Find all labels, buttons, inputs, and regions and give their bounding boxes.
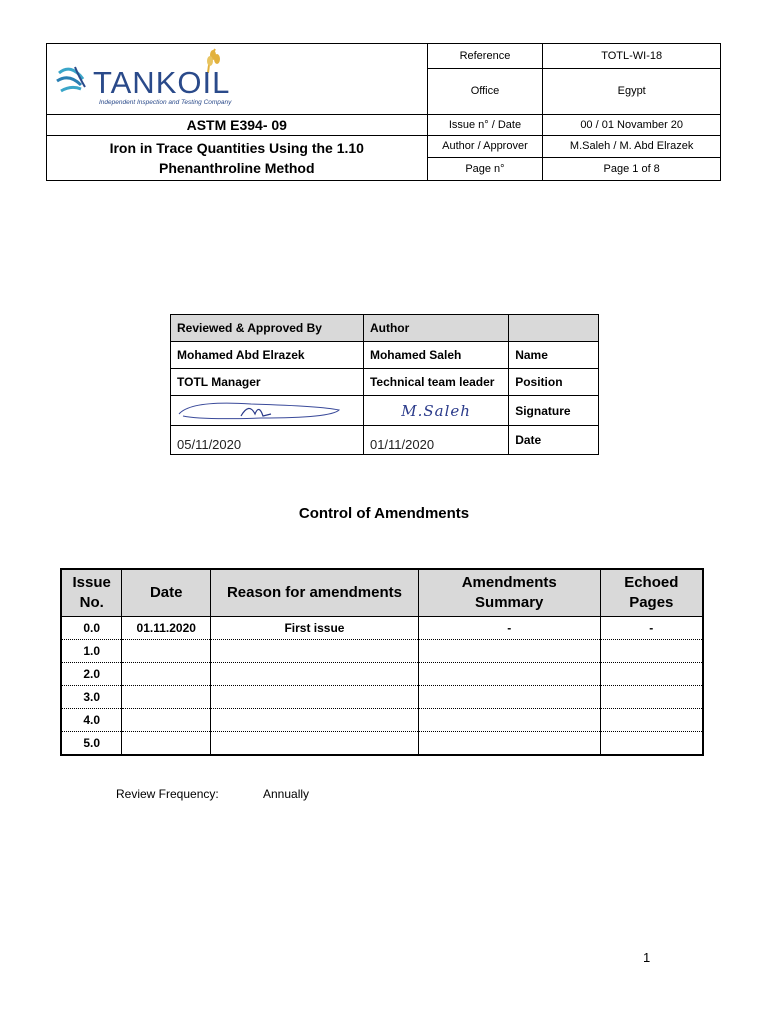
author-signature-text: M.Saleh xyxy=(401,401,471,420)
reviewed-approved-header: Reviewed & Approved By xyxy=(171,315,364,342)
table-row xyxy=(61,617,703,640)
issue-value: 00 / 01 Novamber 20 xyxy=(543,114,721,135)
summary-cell xyxy=(418,663,600,686)
logo-cell xyxy=(47,44,428,115)
date-cell xyxy=(122,663,211,686)
author-label: Author / Approver xyxy=(427,135,543,157)
table-row xyxy=(61,663,703,686)
pages-cell xyxy=(600,732,703,756)
summary-cell xyxy=(418,732,600,756)
summary-cell: - xyxy=(418,617,600,640)
logo-tagline: Independent Inspection and Testing Company xyxy=(99,98,232,106)
date-cell xyxy=(122,640,211,663)
date-cell xyxy=(122,709,211,732)
date-cell xyxy=(122,686,211,709)
approver-position: TOTL Manager xyxy=(171,369,364,396)
table-row xyxy=(61,640,703,663)
approver-name: Mohamed Abd Elrazek xyxy=(171,342,364,369)
reference-label: Reference xyxy=(427,44,543,69)
office-value: Egypt xyxy=(543,69,721,114)
reference-value: TOTL-WI-18 xyxy=(543,44,721,69)
header-reason: Reason for amendments xyxy=(211,569,419,617)
pages-cell: - xyxy=(600,617,703,640)
reason-cell xyxy=(211,709,419,732)
table-row xyxy=(61,732,703,756)
company-logo xyxy=(53,51,273,107)
author-name: Mohamed Saleh xyxy=(363,342,508,369)
author-position: Technical team leader xyxy=(363,369,508,396)
approver-signature-graphic xyxy=(171,396,361,422)
pages-cell xyxy=(600,686,703,709)
table-row xyxy=(61,709,703,732)
document-header xyxy=(46,43,721,181)
header-summary: Amendments Summary xyxy=(418,569,600,617)
author-value: M.Saleh / M. Abd Elrazek xyxy=(543,135,721,157)
document-title xyxy=(47,135,428,180)
page-number: 1 xyxy=(643,950,651,965)
approval-table xyxy=(170,314,599,455)
amendments-header-row xyxy=(61,569,703,617)
header-echoed-pages: Echoed Pages xyxy=(600,569,703,617)
issue-label: Issue n° / Date xyxy=(427,114,543,135)
amendments-title: Control of Amendments xyxy=(298,505,470,522)
page-value: Page 1 of 8 xyxy=(543,157,721,180)
blank-header xyxy=(509,315,599,342)
position-label: Position xyxy=(509,369,599,396)
pages-cell xyxy=(600,640,703,663)
issue-cell: 2.0 xyxy=(61,663,122,686)
summary-cell xyxy=(418,640,600,663)
reason-cell xyxy=(211,640,419,663)
pages-cell xyxy=(600,709,703,732)
approval-date: 05/11/2020 xyxy=(171,426,364,455)
table-row xyxy=(61,686,703,709)
date-label: Date xyxy=(509,426,599,455)
name-label: Name xyxy=(509,342,599,369)
author-date: 01/11/2020 xyxy=(363,426,508,455)
header-date: Date xyxy=(122,569,211,617)
standard-code: ASTM E394- 09 xyxy=(47,114,428,135)
issue-cell: 5.0 xyxy=(61,732,122,756)
logo-text: TANKOIL xyxy=(93,64,231,100)
office-label: Office xyxy=(427,69,543,114)
signature-label: Signature xyxy=(509,396,599,426)
reason-cell xyxy=(211,732,419,756)
summary-cell xyxy=(418,709,600,732)
issue-cell: 1.0 xyxy=(61,640,122,663)
title-line-2: Phenanthroline Method xyxy=(158,159,315,176)
amendments-table xyxy=(60,568,704,756)
issue-cell: 3.0 xyxy=(61,686,122,709)
title-line-1: Iron in Trace Quantities Using the 1.10 xyxy=(109,139,364,156)
date-cell: 01.11.2020 xyxy=(122,617,211,640)
header-issue-no: Issue No. xyxy=(61,569,122,617)
author-signature xyxy=(363,396,508,426)
issue-cell: 0.0 xyxy=(61,617,122,640)
summary-cell xyxy=(418,686,600,709)
reason-cell xyxy=(211,686,419,709)
issue-cell: 4.0 xyxy=(61,709,122,732)
author-header: Author xyxy=(363,315,508,342)
pages-cell xyxy=(600,663,703,686)
approver-signature xyxy=(171,396,364,426)
review-frequency-value: Annually xyxy=(263,787,310,801)
date-cell xyxy=(122,732,211,756)
review-frequency-label: Review Frequency: xyxy=(116,787,219,801)
reason-cell: First issue xyxy=(211,617,419,640)
reason-cell xyxy=(211,663,419,686)
page-label: Page n° xyxy=(427,157,543,180)
